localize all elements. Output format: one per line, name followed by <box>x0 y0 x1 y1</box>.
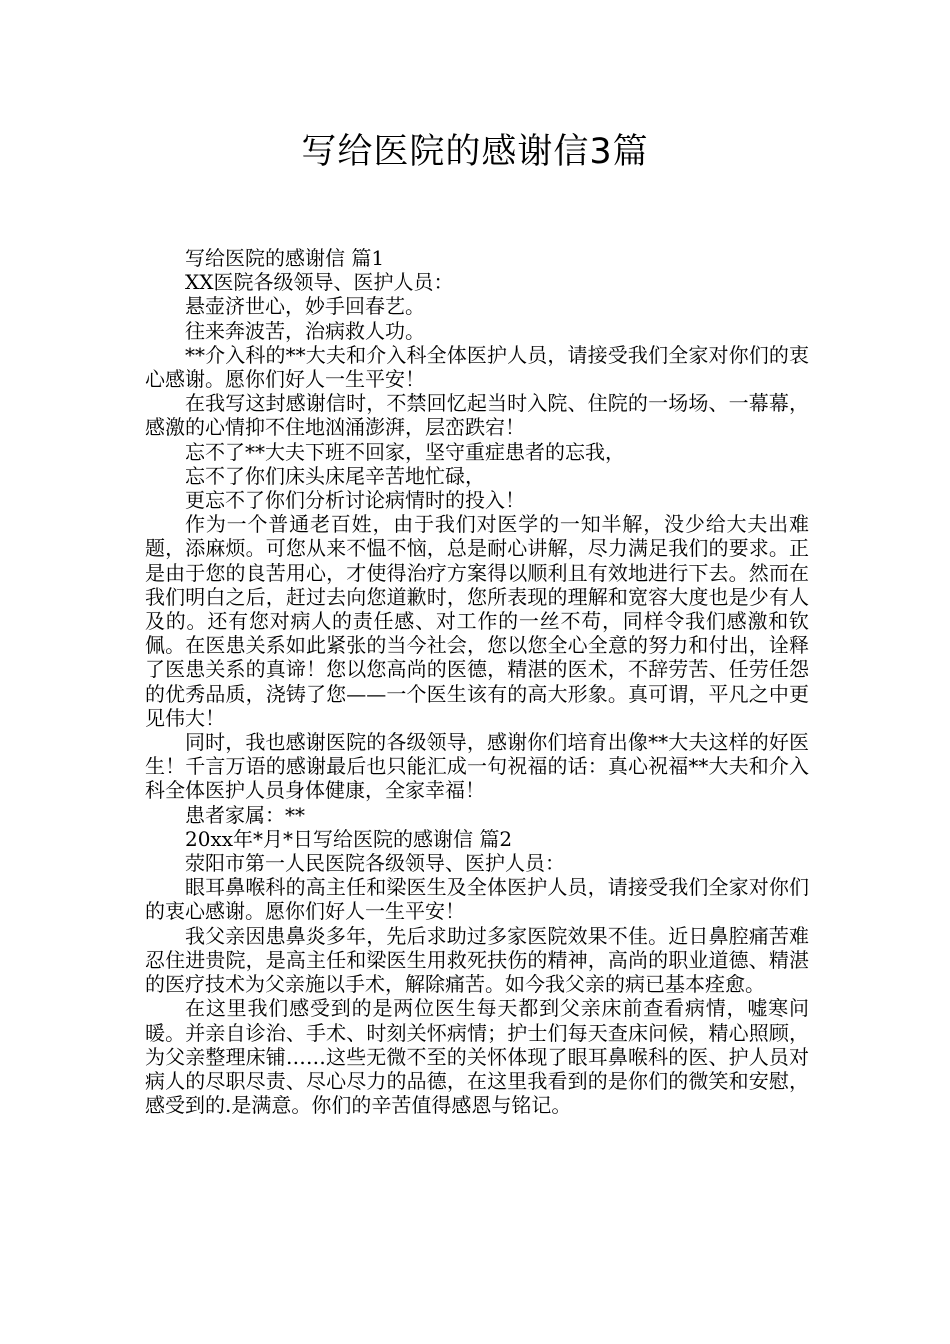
paragraph: 患者家属：** <box>185 802 305 827</box>
paragraph: 在我写这封感谢信时，不禁回忆起当时入院、住院的一场场、一幕幕，感激的心情抑不住地汹涌澎湃，层峦跌宕！ <box>145 391 809 440</box>
paragraph: 忘不了你们床头床尾辛苦地忙碌， <box>185 463 485 488</box>
paragraph: 荥阳市第一人民医院各级领导、医护人员： <box>185 851 565 876</box>
paragraph: 作为一个普通老百姓，由于我们对医学的一知半解，没少给大夫出难题，添麻烦。可您从来不愠不恼，总是耐心讲解，尽力满足我们的要求。正是由于您的良苦用心，才使得治疗方案得以顺利且有效地进行下去。然而在我们明白之后，赶过去向您道歉时，您所表现的理解和宽容大度也是少有人及的。还有您对病人的责任感、对工作的一丝不苟，同样令我们感激和钦佩。在医患关系如此紧张的当今社会，您以您全心全意的努力和付出，诠释了医患关系的真谛！您以您高尚的医德，精湛的医术，不辞劳苦、任劳任怨的优秀品质，浇铸了您——一个医生该有的高大形象。真可谓，平凡之中更见伟大！ <box>145 512 809 730</box>
paragraph: XX医院各级领导、医护人员： <box>185 270 454 295</box>
paragraph: 眼耳鼻喉科的高主任和梁医生及全体医护人员，请接受我们全家对你们的衷心感谢。愿你们好人一生平安！ <box>145 875 809 924</box>
paragraph: 20xx年*月*日写给医院的感谢信 篇2 <box>185 826 513 851</box>
paragraph: 我父亲因患鼻炎多年，先后求助过多家医院效果不佳。近日鼻腔痛苦难忍住进贵院，是高主任和梁医生用救死扶伤的精神，高尚的职业道德、精湛的医疗技术为父亲施以手术，解除痛苦。如今我父亲的病已基本痊愈。 <box>145 923 809 997</box>
paragraph: 更忘不了你们分析讨论病情时的投入！ <box>185 488 525 513</box>
paragraph: 同时，我也感谢医院的各级领导，感谢你们培育出像**大夫这样的好医生！千言万语的感谢最后也只能汇成一句祝福的话：真心祝福**大夫和介入科全体医护人员身体健康，全家幸福！ <box>145 730 809 803</box>
document-title: 写给医院的感谢信3篇 <box>301 132 649 172</box>
paragraph: 忘不了**大夫下班不回家，坚守重症患者的忘我， <box>185 439 625 464</box>
paragraph: **介入科的**大夫和介入科全体医护人员，请接受我们全家对你们的衷心感谢。愿你们好人一生平安！ <box>145 342 809 392</box>
paragraph: 往来奔波苦，治病救人功。 <box>185 318 425 343</box>
paragraph: 悬壶济世心，妙手回春艺。 <box>185 294 425 319</box>
document-body <box>145 246 809 1117</box>
paragraph: 写给医院的感谢信 篇1 <box>185 246 385 270</box>
paragraph: 在这里我们感受到的是两位医生每天都到父亲床前查看病情，嘘寒问暖。并亲自诊治、手术、时刻关怀病情；护士们每天查床问候，精心照顾，为父亲整理床铺……这些无微不至的关怀体现了眼耳鼻喉科的医、护人员对病人的尽职尽责、尽心尽力的品德，在这里我看到的是你们的微笑和安慰，感受到的.是满意。你们的辛苦值得感恩与铭记。 <box>145 996 809 1118</box>
